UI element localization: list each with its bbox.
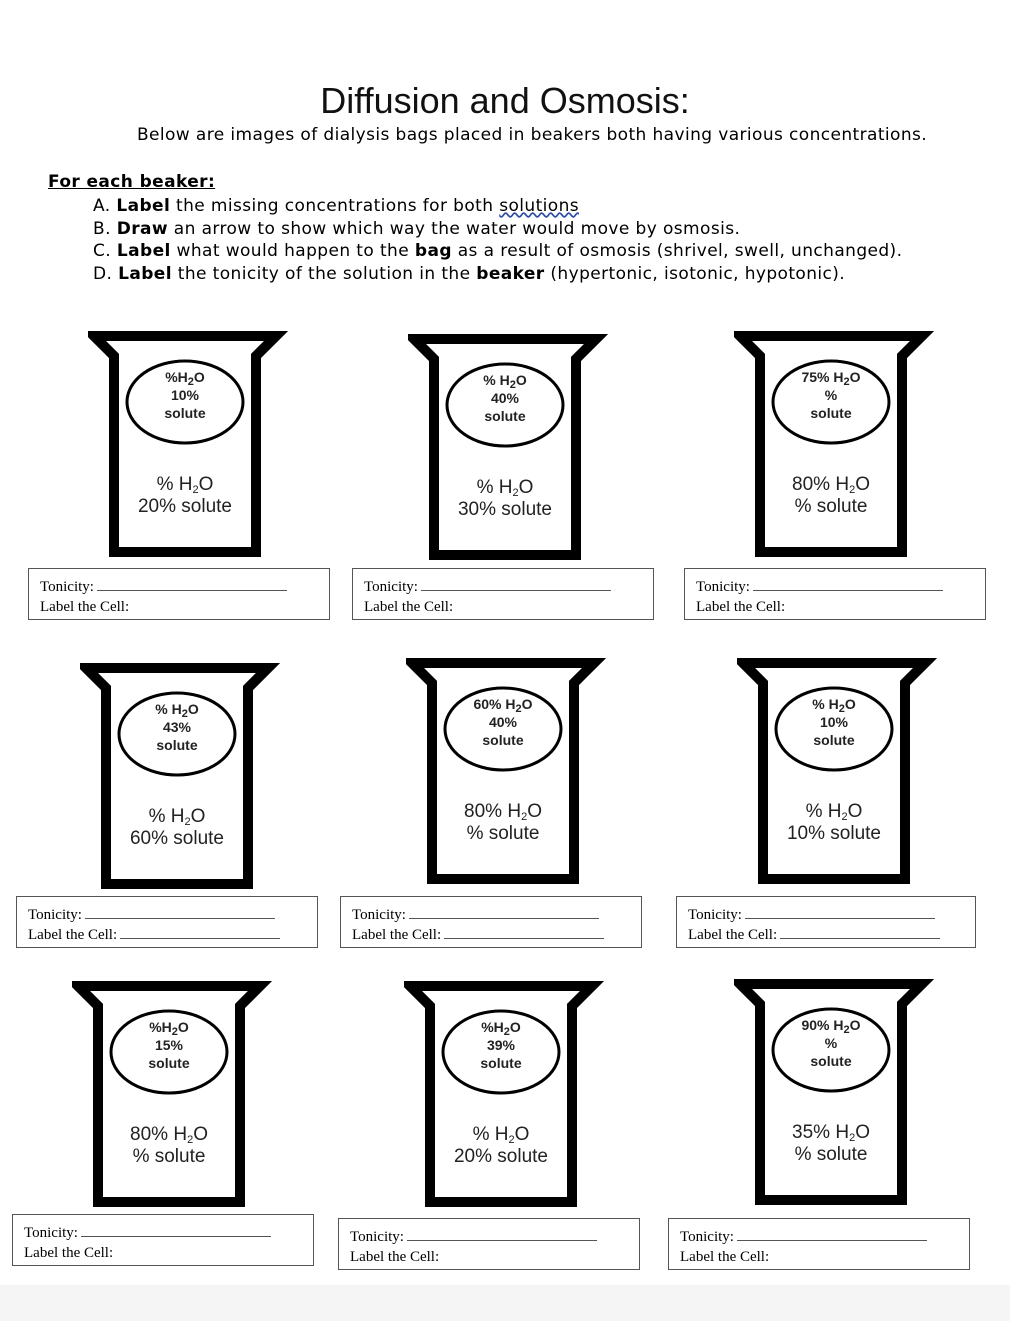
beaker-concentration-line: 80% $H_2O$ [792,474,870,496]
bag-concentration-line: solute [482,732,524,748]
beaker-outline-icon [88,330,288,560]
bag-concentration [776,1016,886,1070]
bag-concentration [130,368,240,422]
bag-concentration-line: 10% [170,387,200,403]
beaker-concentration [758,1122,904,1166]
label-cell-line[interactable]: Label the Cell: [680,1249,770,1265]
beaker-concentration-line: % $H_2O$ [476,477,534,499]
answer-box-3[interactable] [684,568,986,620]
bag-concentration-line: $\%H_2O$ [481,1019,521,1038]
beaker-concentration [761,801,907,845]
beaker-2 [408,333,608,563]
bag-concentration-line: solute [484,408,526,424]
tonicity-line[interactable]: Tonicity: [28,905,317,925]
bag-concentration-line: 39% [486,1037,516,1053]
beaker-outline-icon [80,662,280,892]
answer-box-9[interactable] [668,1218,970,1270]
beaker-outline-icon [734,330,934,560]
answer-box-7[interactable] [12,1214,314,1266]
bag-concentration [448,695,558,749]
answer-box-4[interactable] [16,896,318,948]
beaker-5 [406,657,606,887]
bag-concentration-line: % $H_2O$ [155,701,199,720]
beaker-4 [80,662,280,892]
page-bottom-edge [0,1285,1010,1321]
bag-concentration-line: 60% $H_2O$ [473,696,533,715]
instruction-c: C. Label what would happen to the bag as a result of osmosis (shrivel, swell, unchanged). [93,241,903,261]
bag-concentration-line: 10% [819,714,849,730]
tonicity-line[interactable]: Tonicity: [696,577,985,597]
beaker-7 [72,980,272,1210]
tonicity-line[interactable]: Tonicity: [364,577,653,597]
beaker-concentration-line: % solute [794,1144,868,1165]
beaker-concentration-line: 20% solute [453,1146,548,1167]
bag-concentration-line: % $H_2O$ [812,696,856,715]
beaker-concentration-line: % $H_2O$ [148,806,206,828]
tonicity-line[interactable]: Tonicity: [350,1227,639,1247]
bag-concentration [776,368,886,422]
instruction-b: B. Draw an arrow to show which way the water would move by osmosis. [93,218,741,239]
answer-box-1[interactable] [28,568,330,620]
beaker-concentration [104,806,250,850]
bag-concentration-line: solute [156,737,198,753]
label-cell-line[interactable]: Label the Cell: [352,925,641,945]
beaker-1 [88,330,288,560]
instructions-heading: For each beaker: [48,172,216,192]
beaker-concentration-line: 10% solute [786,823,881,844]
beaker-concentration [112,474,258,518]
bag-concentration-line: $\%H_2O$ [149,1019,189,1038]
page-subtitle: Below are images of dialysis bags placed in beakers both having various concentrations. [136,125,928,145]
label-cell-line[interactable]: Label the Cell: [696,599,786,615]
bag-concentration-line: solute [810,1053,852,1069]
beaker-outline-icon [737,657,937,887]
bag-concentration [450,371,560,425]
bag-concentration-line: % [824,387,838,403]
bag-concentration-line: 15% [154,1037,184,1053]
beaker-9 [734,978,934,1208]
label-cell-line[interactable]: Label the Cell: [350,1249,440,1265]
beaker-concentration-line: % solute [794,496,868,517]
bag-concentration-line: 75% $H_2O$ [801,369,861,388]
tonicity-line[interactable]: Tonicity: [352,905,641,925]
bag-concentration [446,1018,556,1072]
beaker-outline-icon [404,980,604,1210]
beaker-concentration [432,477,578,521]
answer-box-2[interactable] [352,568,654,620]
bag-concentration [122,700,232,754]
beaker-concentration-line: 60% solute [129,828,224,849]
tonicity-line[interactable]: Tonicity: [688,905,975,925]
tonicity-line[interactable]: Tonicity: [680,1227,969,1247]
tonicity-line[interactable]: Tonicity: [24,1223,313,1243]
tonicity-line[interactable]: Tonicity: [40,577,329,597]
bag-concentration-line: solute [164,405,206,421]
bag-concentration [779,695,889,749]
bag-concentration-line: solute [148,1055,190,1071]
beaker-concentration-line: % $H_2O$ [472,1124,530,1146]
beaker-concentration [428,1124,574,1168]
label-cell-line[interactable]: Label the Cell: [40,599,130,615]
beaker-concentration-line: % solute [466,823,540,844]
bag-concentration-line: solute [480,1055,522,1071]
instruction-a: A. Label the missing concentrations for both solutions [93,196,579,216]
answer-box-6[interactable] [676,896,976,948]
answer-box-8[interactable] [338,1218,640,1270]
page-title: Diffusion and Osmosis: [320,80,690,121]
beaker-concentration-line: 80% $H_2O$ [130,1124,208,1146]
bag-concentration-line: 90% $H_2O$ [801,1017,861,1036]
label-cell-line[interactable]: Label the Cell: [28,925,317,945]
beaker-concentration-line: 20% solute [137,496,232,517]
beaker-outline-icon [406,657,606,887]
beaker-concentration-line: % solute [132,1146,206,1167]
beaker-concentration-line: 80% $H_2O$ [464,801,542,823]
bag-concentration-line: 40% [490,390,520,406]
beaker-concentration [96,1124,242,1168]
beaker-8 [404,980,604,1210]
beaker-6 [737,657,937,887]
bag-concentration-line: solute [810,405,852,421]
beaker-3 [734,330,934,560]
beaker-concentration-line: 35% $H_2O$ [792,1122,870,1144]
bag-concentration [114,1018,224,1072]
bag-concentration-line: solute [813,732,855,748]
bag-concentration-line: % [824,1035,838,1051]
beaker-outline-icon [72,980,272,1210]
bag-concentration-line: 43% [162,719,192,735]
beaker-outline-icon [734,978,934,1208]
label-cell-line[interactable]: Label the Cell: [688,925,975,945]
instruction-d: D. Label the tonicity of the solution in the beaker (hypertonic, isotonic, hypotonic). [93,263,846,284]
beaker-concentration-line: 30% solute [457,499,552,520]
label-cell-line[interactable]: Label the Cell: [24,1245,114,1261]
beaker-concentration [430,801,576,845]
label-cell-line[interactable]: Label the Cell: [364,599,454,615]
answer-box-5[interactable] [340,896,642,948]
instructions [48,172,902,285]
bag-concentration-line: % $H_2O$ [483,372,527,391]
beaker-concentration [758,474,904,518]
instructions-list [48,195,902,285]
beaker-outline-icon [408,333,608,563]
bag-concentration-line: 40% [488,714,518,730]
beaker-concentration-line: % $H_2O$ [156,474,214,496]
beaker-concentration-line: % $H_2O$ [805,801,863,823]
bag-concentration-line: $\%H_2O$ [165,369,205,388]
